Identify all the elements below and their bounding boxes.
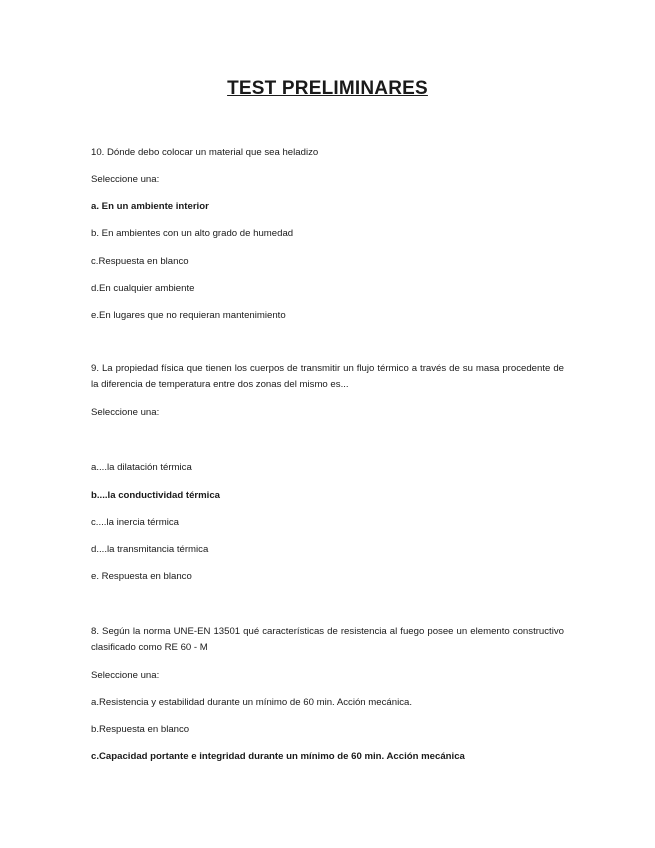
question-9-text: 9. La propiedad física que tienen los cuerpos de transmitir un flujo térmico a través de su masa procedente de la diferencia de temperatura entre dos zonas del mismo es... bbox=[91, 363, 564, 390]
question-8-option-b: b.Respuesta en blanco bbox=[91, 724, 190, 735]
question-10-option-e: e.En lugares que no requieran mantenimiento bbox=[91, 310, 286, 321]
question-8-prompt: Seleccione una: bbox=[91, 670, 160, 681]
question-10-option-c: c.Respuesta en blanco bbox=[91, 256, 189, 267]
question-10-text: 10. Dónde debo colocar un material que sea heladizo bbox=[91, 147, 319, 158]
question-8-option-c: c.Capacidad portante e integridad durante un mínimo de 60 min. Acción mecánica bbox=[91, 751, 465, 762]
question-9-option-e: e. Respuesta en blanco bbox=[91, 571, 192, 582]
question-9-option-c: c....la inercia térmica bbox=[91, 517, 179, 528]
question-9-option-b: b....la conductividad térmica bbox=[91, 490, 221, 501]
question-8-option-a: a.Resistencia y estabilidad durante un mínimo de 60 min. Acción mecánica. bbox=[91, 697, 413, 708]
question-9-prompt: Seleccione una: bbox=[91, 407, 160, 418]
question-9-option-a: a....la dilatación térmica bbox=[91, 462, 192, 473]
question-10-option-a: a. En un ambiente interior bbox=[91, 201, 209, 212]
page-title: TEST PRELIMINARES bbox=[227, 78, 428, 99]
question-10-option-d: d.En cualquier ambiente bbox=[91, 283, 195, 294]
question-10-prompt: Seleccione una: bbox=[91, 174, 160, 185]
question-10-option-b: b. En ambientes con un alto grado de humedad bbox=[91, 228, 294, 239]
question-9-option-d: d....la transmitancia térmica bbox=[91, 544, 209, 555]
question-8-text: 8. Según la norma UNE-EN 13501 qué características de resistencia al fuego posee un elemento constructivo clasificado como RE 60 - M bbox=[91, 626, 564, 653]
